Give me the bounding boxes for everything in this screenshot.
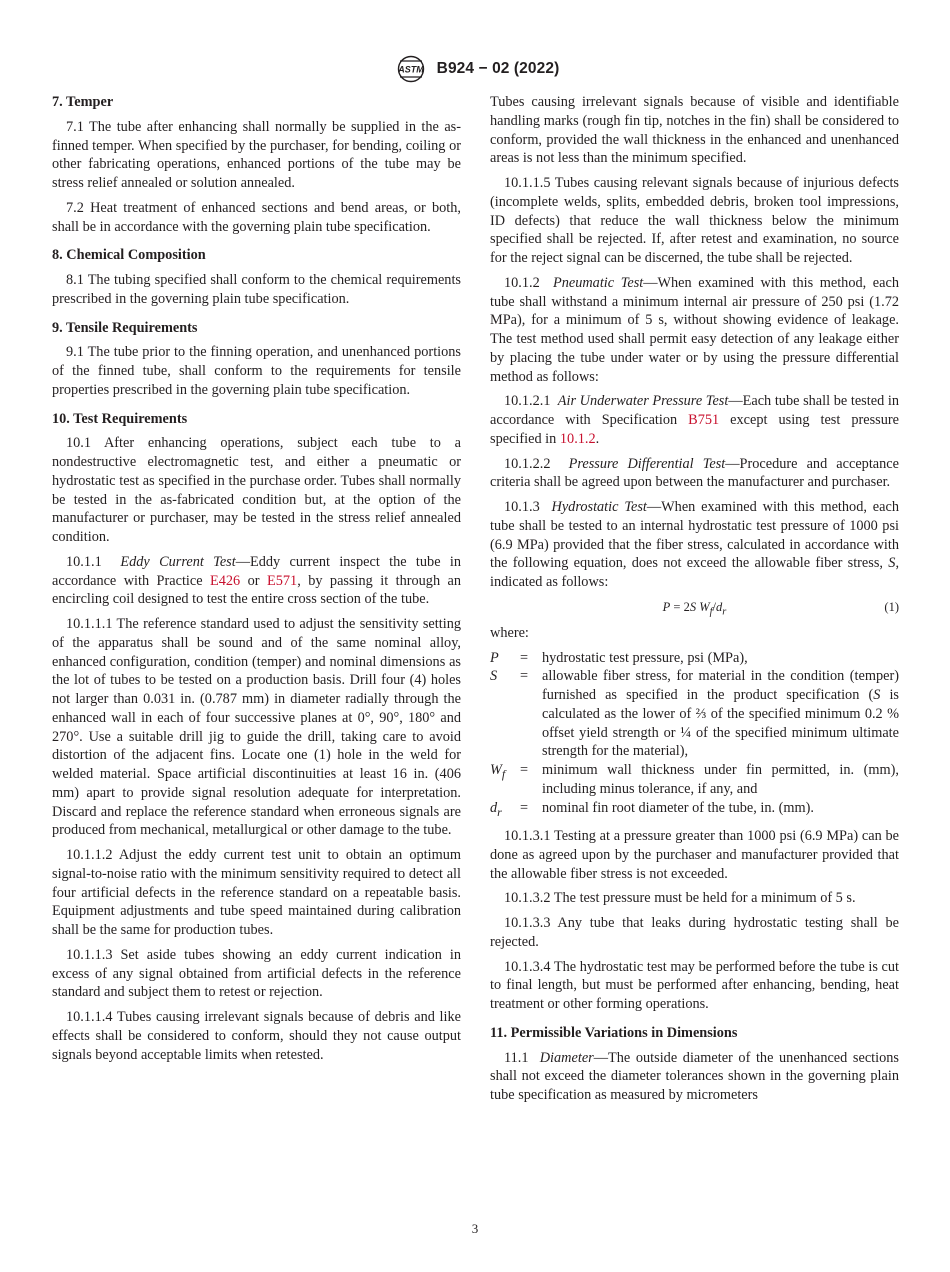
- reference-link[interactable]: E426: [210, 572, 241, 589]
- variable: W: [490, 762, 502, 778]
- definition-list: [490, 649, 899, 822]
- reference-link[interactable]: E571: [267, 572, 298, 589]
- equals-sign: =: [520, 762, 529, 778]
- right-column: [490, 93, 899, 1111]
- reference-link[interactable]: B751: [688, 412, 720, 428]
- section-title: 10. Test Requirements: [52, 410, 188, 427]
- paragraph: [490, 498, 899, 592]
- paragraph: 7.1 The tube after enhancing shall normally be supplied in the as-finned temper. When specified by the purchaser, for bending, coiling or other fabricating operations, enhanced portions of the tube may be stress relief annealed or solution annealed.: [52, 118, 461, 191]
- paragraph: 10.1 After enhancing operations, subject each tube to a nondestructive electromagnetic test, and either a pneumatic or hydrostatic test as specified in the purchase order. Tubes shall normally be tested in the as-fabricated condition but, at the option of the manufacturer or purchaser, may be tested in the stress relief annealed condition.: [52, 435, 461, 545]
- subscript: r: [497, 804, 502, 819]
- page-header: [0, 55, 950, 83]
- definition-text: nominal fin root diameter of the tube, in. (mm).: [542, 799, 814, 816]
- text-run: /: [712, 599, 717, 614]
- text-run: = 2: [670, 599, 690, 614]
- text-run: is calculated as the lower of ⅔ of the specified minimum 0.2 % offset yield strength or ¼ of the specified minimum ultimate strength for the material),: [542, 687, 899, 760]
- paragraph: 10.1.3.2 The test pressure must be held for a minimum of 5 s.: [504, 890, 856, 907]
- paragraph: 10.1.3.1 Testing at a pressure greater than 1000 psi (6.9 MPa) can be done as agreed upon by the purchaser and manufacturer provided that the allowable fiber stress is not exceeded.: [490, 828, 899, 882]
- text-run: allowable fiber stress, for material in the condition (temper) furnished as specified in the product specification (: [542, 668, 899, 703]
- paragraph: [490, 274, 899, 387]
- definition-item: [490, 761, 899, 799]
- variable: S: [689, 599, 697, 614]
- paragraph: 10.1.1.3 Set aside tubes showing an eddy current indication in excess of any signal obtained from artificial defects in the reference standard and subject them to retest or rejection.: [52, 946, 461, 1001]
- variable: S: [888, 555, 896, 572]
- equation-body: [490, 598, 899, 622]
- variable: W: [699, 599, 710, 614]
- paragraph: [490, 392, 899, 448]
- paragraph: 10.1.3.4 The hydrostatic test may be performed before the tube is cut to final length, but must be performed after enhancing, bending, heat treatment or other forming operations.: [490, 958, 899, 1013]
- definition-item: [490, 667, 899, 761]
- clause-title: Eddy Current Test: [120, 553, 236, 570]
- left-column: [52, 93, 461, 1070]
- equals-sign: =: [520, 668, 529, 685]
- astm-logo-icon: [391, 55, 431, 83]
- svg-text:ASTM: ASTM: [397, 64, 424, 75]
- text-run: , by passing it through an encircling coil designed to test the entire cross section of the tube.: [52, 572, 462, 608]
- definition-text: [542, 667, 899, 761]
- text-run: or: [247, 572, 260, 589]
- clause-title: Hydrostatic Test: [551, 499, 647, 515]
- definition-text: minimum wall thickness under fin permitted, in. (mm), including minus tolerance, if any, and: [542, 762, 899, 797]
- variable: S: [490, 668, 498, 685]
- paragraph: 10.1.1.2 Adjust the eddy current test unit to obtain an optimum signal-to-noise ratio with the minimum sensitivity required to detect all four artificial defects in the reference standard on a repeatable basis. Equipment adjustments and tube speed maintained during calibration shall be the same for production tubes.: [52, 847, 461, 938]
- clause-number: 10.1.2.2: [504, 455, 551, 472]
- paragraph: Tubes causing irrelevant signals because of visible and identifiable handling marks (rough fin tip, notches in the fin) shall be considered to conform, provided the wall thickness in the enhanced and unenhanced areas is not less than the minimum specified.: [490, 94, 899, 167]
- reference-link[interactable]: 10.1.2: [559, 430, 596, 447]
- paragraph: [52, 553, 461, 609]
- variable: S: [873, 687, 881, 703]
- clause-number: 10.1.1: [66, 553, 102, 570]
- variable: P: [490, 649, 499, 666]
- subscript: r: [722, 606, 727, 618]
- page-number: 3: [471, 1221, 479, 1236]
- section-title: 8. Chemical Composition: [52, 247, 206, 264]
- variable: P: [662, 599, 671, 614]
- paragraph: [490, 1049, 899, 1105]
- text-run: —Eddy current inspect the tube in accordance with Practice: [52, 553, 461, 589]
- definition-symbol: [490, 649, 520, 668]
- document-designation: B924 − 02 (2022): [436, 60, 560, 77]
- where-label: where:: [490, 624, 529, 641]
- text-run: .: [595, 430, 600, 447]
- clause-title: Diameter: [539, 1049, 594, 1066]
- clause-number: 10.1.3: [504, 499, 540, 515]
- section-title: 11. Permissible Variations in Dimensions: [490, 1024, 738, 1041]
- paragraph: 10.1.3.3 Any tube that leaks during hydrostatic testing shall be rejected.: [490, 915, 899, 950]
- definition-symbol: [490, 667, 520, 686]
- section-title: 9. Tensile Requirements: [52, 319, 198, 336]
- text-run: except using test pressure specified in: [490, 412, 899, 447]
- definition-symbol: [490, 761, 520, 784]
- paragraph: [490, 455, 899, 493]
- clause-number: 10.1.2: [504, 274, 540, 291]
- subscript: f: [501, 766, 506, 781]
- text-run: —When examined with this method, each tube shall be tested to an internal hydrostatic test pressure of 1000 psi (6.9 MPa) provided that the fiber stress, calculated in accordance with the following equation, does not exceed the allowable fiber stress,: [490, 499, 899, 572]
- equation-number: (1): [884, 599, 899, 614]
- definition-item: [490, 649, 899, 668]
- paragraph: 10.1.1.5 Tubes causing relevant signals because of injurious defects (incomplete welds, splits, embedded debris, broken tool impressions, ID defects) that reduce the wall thickness below the minimum specified shall be rejected. If, after retest and examination, no source for the reject signal can be discerned, the tube shall be rejected.: [490, 175, 899, 266]
- definition-text: hydrostatic test pressure, psi (MPa),: [542, 649, 748, 666]
- clause-title: Pneumatic Test: [552, 274, 644, 291]
- paragraph: 7.2 Heat treatment of enhanced sections and bend areas, or both, shall be in accordance with the governing plain tube specification.: [52, 199, 461, 235]
- paragraph: 10.1.1.1 The reference standard used to adjust the sensitivity setting of the apparatus shall be sound and of the same nominal alloy, enhanced configuration, condition (temper) and nominal dimensions as the lot of tubes to be tested on a production basis. Drill four (4) holes not larger than 0.031 in. (0.787 mm) in diameter radially through the enhanced wall in each of four successive planes at 0°, 90°, 180° and 270°. Use a suitable drill jig to guide the drill, taking care to avoid distortion of the adjacent fins. Locate one (1) hole in the weld for welded material. Space artificial discontinuities at least 16 in. (406 mm) apart to provide signal resolution adequate for interpretation. Discard and replace the reference standard when erroneous signals are produced from mechanical, metallurgical or other damage to the tube.: [52, 616, 461, 839]
- variable: d: [490, 799, 498, 816]
- clause-number: 11.1: [504, 1049, 529, 1066]
- paragraph: 10.1.1.4 Tubes causing irrelevant signals because of debris and like effects shall be considered to conform, should they not cause output signals beyond acceptable limits when retested.: [52, 1009, 461, 1063]
- subscript: f: [709, 606, 713, 618]
- equals-sign: =: [520, 649, 529, 666]
- equation-1: [490, 598, 899, 618]
- equals-sign: =: [520, 799, 529, 816]
- definition-symbol: [490, 799, 520, 822]
- paragraph: 8.1 The tubing specified shall conform to the chemical requirements prescribed in the governing plain tube specification.: [52, 272, 461, 307]
- clause-title: Air Underwater Pressure Test: [557, 393, 729, 410]
- paragraph: 9.1 The tube prior to the finning operation, and unenhanced portions of the finned tube, shall conform to the requirements for tensile properties prescribed in the governing plain tube specification.: [52, 344, 461, 398]
- text-run: —Each tube shall be tested in accordance with Specification: [490, 393, 899, 428]
- clause-number: 10.1.2.1: [504, 393, 551, 410]
- clause-title: Pressure Differential Test: [568, 455, 726, 472]
- variable: d: [716, 599, 723, 614]
- text-run: , indicated as follows:: [490, 555, 900, 590]
- text-run: —When examined with this method, each tube shall withstand a minimum internal air pressure of 250 psi (1.72 MPa), for a minimum of 5 s, without showing evidence of leakage. The test method used shall permit easy detection of any leakage either by placing the tube under water or by using the pressure differential method as follows:: [490, 274, 899, 385]
- definition-item: [490, 799, 899, 822]
- text-run: —Procedure and acceptance criteria shall be agreed upon between the manufacturer and purchaser.: [490, 455, 899, 491]
- section-title: 7. Temper: [52, 94, 114, 110]
- text-run: —The outside diameter of the unenhanced sections shall not exceed the diameter tolerances shown in the governing plain tube specification as measured by micrometers: [490, 1049, 899, 1104]
